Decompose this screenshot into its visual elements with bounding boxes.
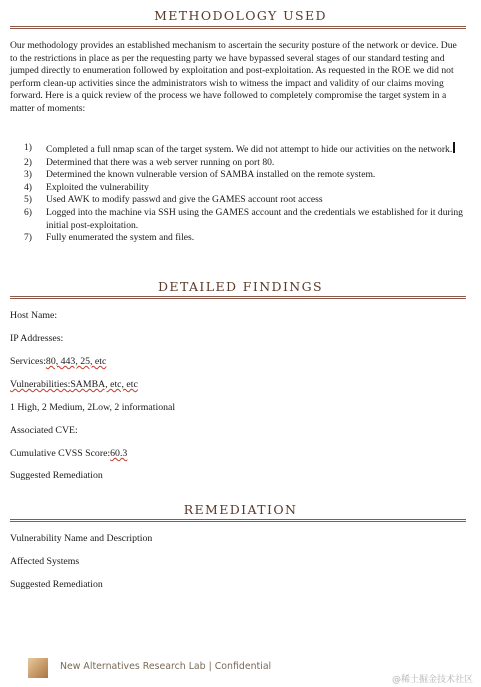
step-item: 4) Exploited the vulnerability	[24, 181, 149, 193]
text-cursor	[453, 142, 455, 153]
step-item: 2) Determined that there was a web server running on port 80.	[24, 156, 275, 168]
remediation-suggested: Suggested Remediation	[10, 579, 103, 590]
step-item: 1) Completed a full nmap scan of the target system. We did not attempt to hide our activities on the network.	[24, 142, 464, 157]
associated-cve-field: Associated CVE:	[10, 425, 78, 436]
methodology-rule	[10, 26, 466, 29]
lab-logo	[28, 658, 48, 678]
affected-systems-field: Affected Systems	[10, 556, 80, 567]
ip-addresses-field: IP Addresses:	[10, 333, 64, 344]
watermark-text: @稀土掘金技术社区	[391, 675, 473, 685]
step-item: 5) Used AWK to modify passwd and give the GAMES account root access	[24, 194, 323, 206]
cvss-score-field: Cumulative CVSS Score:60.3	[10, 448, 128, 459]
step-item: 3) Determined the known vulnerable version of SAMBA installed on the remote system.	[24, 169, 376, 181]
remediation-heading: REMEDIATION	[183, 502, 298, 517]
footer-text: New Alternatives Research Lab | Confidential	[60, 661, 272, 672]
host-name-field: Host Name:	[10, 310, 58, 321]
methodology-intro: Our methodology provides an established mechanism to ascertain the security posture of the network or device. Due to the restrictions in place as per the requesting party we have bypassed several stages of our standard testing and jumped directly to enumeration followed by exploitation and post-exploitation. As requested in the ROE we did not perform clean-up activities since the administrators wish to witness the impact and validity of our claims moving forward. Here is a quick review of the process we have followed to completely compromise the target system in a matter of moments:	[10, 40, 457, 114]
methodology-heading: METHODOLOGY USED	[154, 8, 327, 23]
findings-suggested-remediation: Suggested Remediation	[10, 470, 103, 481]
step-item: 6) Logged into the machine via SSH using the GAMES account and the credentials we established for it during initial post-exploitation.	[24, 206, 463, 231]
findings-heading: DETAILED FINDINGS	[158, 279, 323, 294]
findings-rule	[10, 296, 466, 299]
severity-counts: 1 High, 2 Medium, 2Low, 2 informational	[10, 402, 176, 413]
remediation-rule	[10, 519, 466, 522]
services-field: Services:80, 443, 25, etc	[10, 356, 107, 367]
methodology-steps	[24, 142, 464, 245]
vuln-name-field: Vulnerability Name and Description	[10, 533, 153, 544]
vulnerabilities-field: Vulnerabilities:SAMBA, etc, etc	[10, 379, 138, 390]
step-item: 7) Fully enumerated the system and files.	[24, 232, 195, 244]
